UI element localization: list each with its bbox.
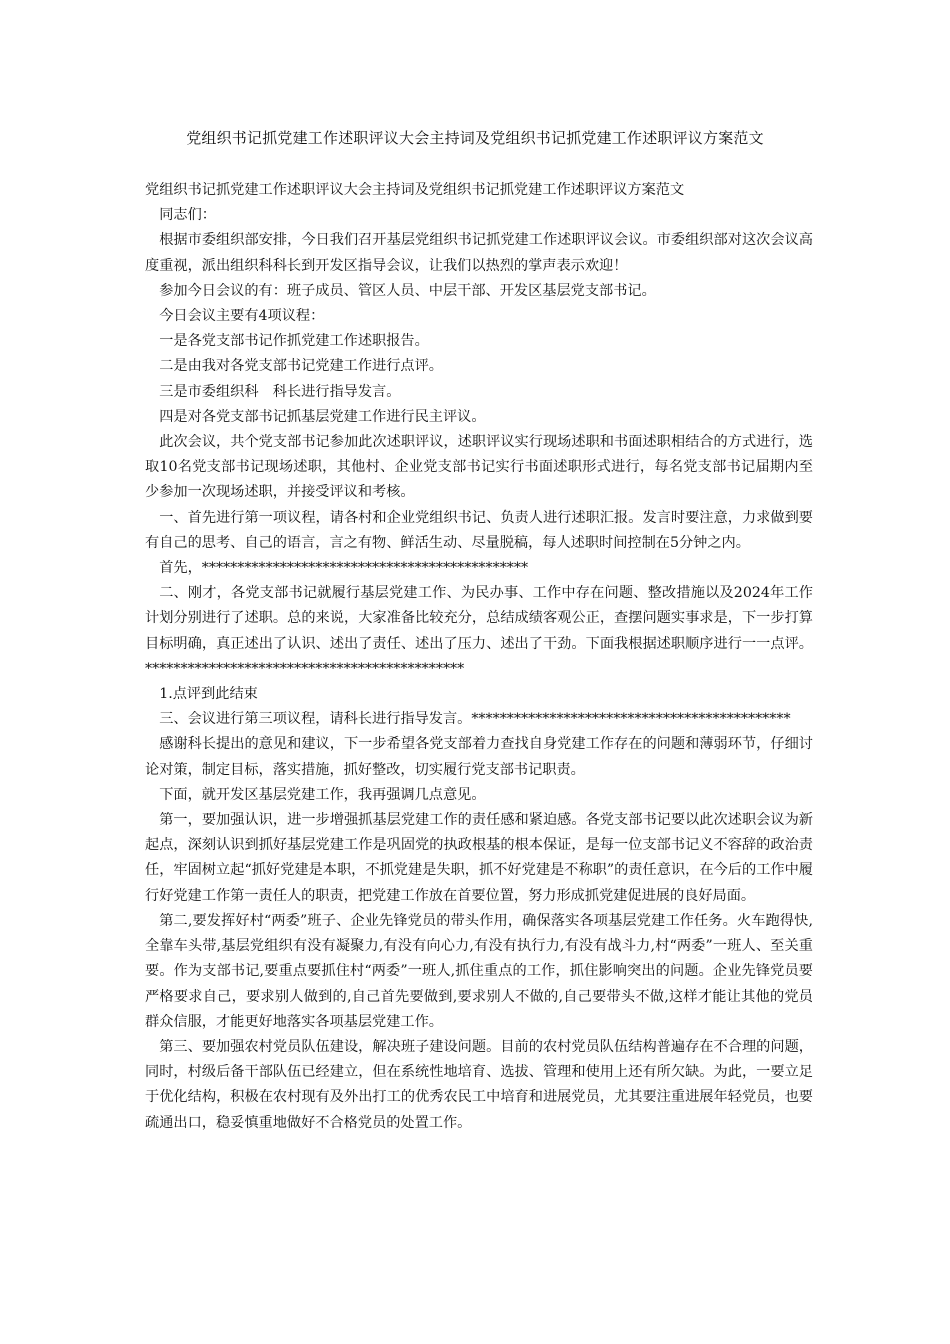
paragraph: 此次会议，共个党支部书记参加此次述职评议，述职评议实行现场述职和书面述职相结合的方式进行，选取10名党支部书记现场述职，其他村、企业党支部书记实行书面述职形式进行，每名党支部书记届期内至少参加一次现场述职，并接受评议和考核。 [145,434,813,501]
paragraph: 今日会议主要有4项议程： [159,308,325,325]
agenda-item: 四是对各党支部书记抓基层党建工作进行民主评议。 [159,408,486,425]
agenda-item: 二是由我对各党支部书记党建工作进行点评。 [159,358,443,375]
document-body [145,178,813,1136]
document-title: 党组织书记抓党建工作述职评议大会主持词及党组织书记抓党建工作述职评议方案范文 [186,129,764,147]
paragraph: 第一，要加强认识，进一步增强抓基层党建工作的责任感和紧迫感。各党支部书记要以此次述职会议为新起点，深刻认识到抓好基层党建工作是巩固党的执政根基的根本保证，是每一位支部书记义不容辞的政治责任，牢固树立起“抓好党建是本职，不抓党建是失职，抓不好党建是不称职”的责任意识，在今后的工作中履行好党建工作第一责任人的职责，把党建工作放在首要位置，努力形成抓党建促进展的良好局面。 [145,812,813,904]
paragraph: 二、刚才，各党支部书记就履行基层党建工作、为民办事、工作中存在问题、整改措施以及2024年工作计划分别进行了述职。总的来说，大家准备比较充分，总结成绩客观公正，查摆问题实事求是，下一步打算目标明确，真正述出了认识、述出了责任、述出了压力、述出了干劲。下面我根据述职顺序进行一一点评。********************************************* [145,585,813,677]
paragraph: 首先，********************************************** [159,560,529,577]
agenda-item: 三是市委组织科 科长进行指导发言。 [159,383,401,400]
body-heading: 党组织书记抓党建工作述职评议大会主持词及党组织书记抓党建工作述职评议方案范文 [145,182,685,198]
paragraph: 下面，就开发区基层党建工作，我再强调几点意见。 [159,786,486,803]
paragraph: 1.点评到此结束 [159,686,258,703]
paragraph: 三、会议进行第三项议程，请科长进行指导发言。********************************************* [159,711,791,728]
paragraph: 根据市委组织部安排，今日我们召开基层党组织书记抓党建工作述职评议会议。市委组织部对这次会议高度重视，派出组织科科长到开发区指导会议，让我们以热烈的掌声表示欢迎！ [145,232,813,274]
paragraph: 第二,要发挥好村“两委”班子、企业先锋党员的带头作用，确保落实各项基层党建工作任务。火车跑得快,全靠车头带,基层党组织有没有凝聚力,有没有向心力,有没有执行力,有没有战斗力,村“两委”一班人、至关重要。作为支部书记,要重点要抓住村“两委”一班人,抓住重点的工作，抓住影响突出的问题。企业先锋党员要严格要求自己，要求别人做到的,自己首先要做到,要求别人不做的,自己要带头不做,这样才能让其他的党员群众信服，才能更好地落实各项基层党建工作。 [145,912,813,1030]
paragraph: 感谢科长提出的意见和建议，下一步希望各党支部着力查找自身党建工作存在的问题和薄弱环节，仔细讨论对策，制定目标，落实措施，抓好整改，切实履行党支部书记职责。 [145,736,813,778]
salutation: 同志们： [159,207,216,224]
paragraph: 参加今日会议的有：班子成员、管区人员、中层干部、开发区基层党支部书记。 [159,282,656,299]
paragraph: 一、首先进行第一项议程，请各村和企业党组织书记、负责人进行述职汇报。发言时要注意，力求做到要有自己的思考、自己的语言，言之有物、鲜活生动、尽量脱稿，每人述职时间控制在5分钟之内。 [145,509,813,551]
paragraph: 第三、要加强农村党员队伍建设，解决班子建设问题。目前的农村党员队伍结构普遍存在不合理的问题，同时，村级后备干部队伍已经建立，但在系统性地培育、选拔、管理和使用上还有所欠缺。为此，一要立足于优化结构，积极在农村现有及外出打工的优秀农民工中培育和进展党员，尤其要注重进展年轻党员，也要疏通出口，稳妥慎重地做好不合格党员的处置工作。 [145,1038,813,1131]
agenda-item: 一是各党支部书记作抓党建工作述职报告。 [159,333,429,350]
